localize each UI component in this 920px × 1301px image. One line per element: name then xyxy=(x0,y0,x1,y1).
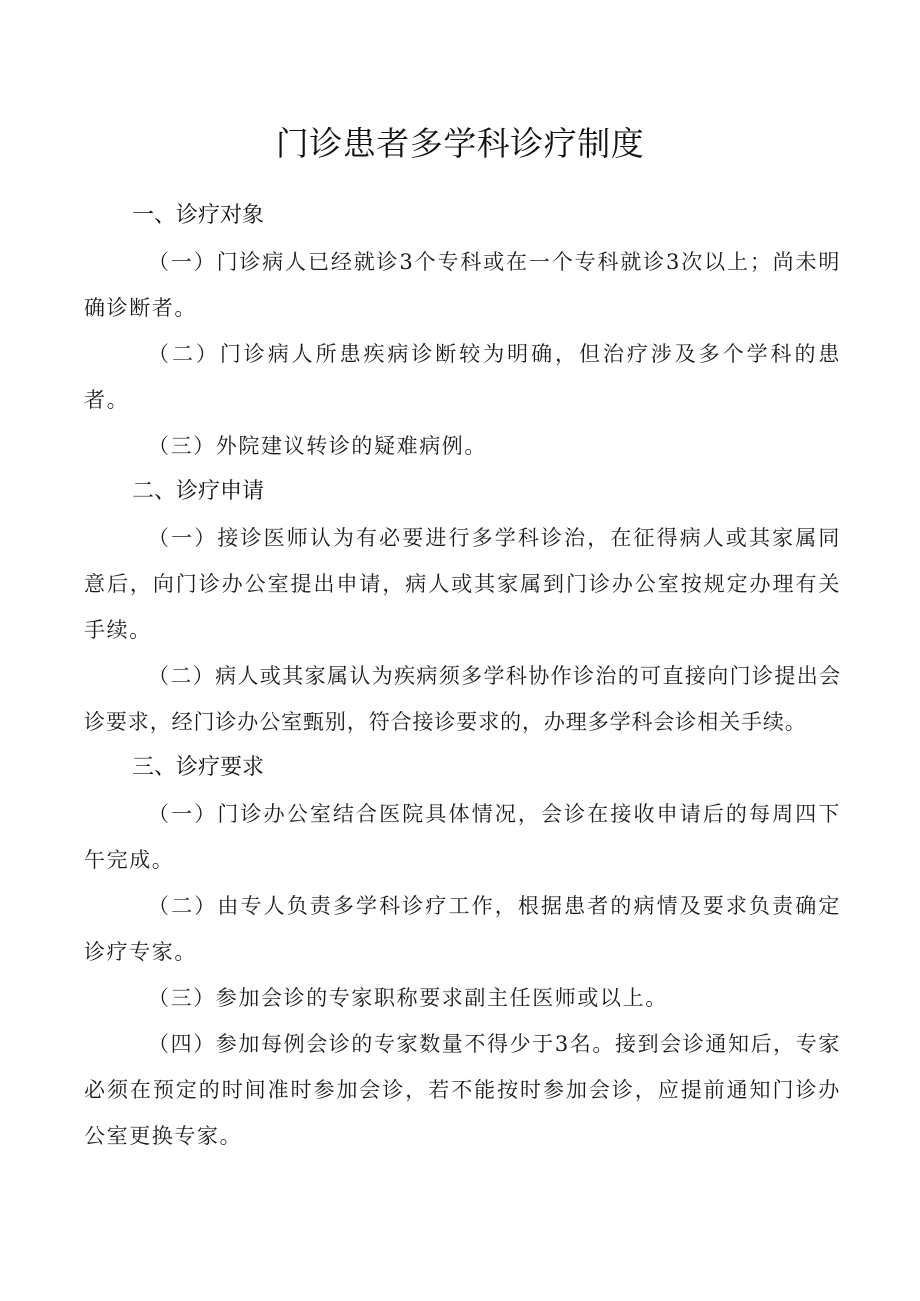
paragraph: （二）门诊病人所患疾病诊断较为明确，但治疗涉及多个学科的患者。 xyxy=(84,342,841,412)
section-heading: 三、诊疗要求 xyxy=(132,755,265,780)
document-body xyxy=(84,193,841,1159)
paragraph: （三）参加会诊的专家职称要求副主任医师或以上。 xyxy=(148,986,668,1010)
paragraph: （二）由专人负责多学科诊疗工作，根据患者的病情及要求负责确定诊疗专家。 xyxy=(84,894,841,964)
paragraph: （三）外院建议转诊的疑难病例。 xyxy=(148,434,487,458)
section-heading: 一、诊疗对象 xyxy=(132,203,265,228)
paragraph: （一）门诊办公室结合医院具体情况，会诊在接收申请后的每周四下午完成。 xyxy=(84,802,841,872)
document-title: 门诊患者多学科诊疗制度 xyxy=(275,124,645,163)
paragraph: （四）参加每例会诊的专家数量不得少于3名。接到会诊通知后，专家必须在预定的时间准时参加会诊，若不能按时参加会诊，应提前通知门诊办公室更换专家。 xyxy=(84,1032,841,1148)
paragraph: （二）病人或其家属认为疾病须多学科协作诊治的可直接向门诊提出会诊要求，经门诊办公室甄别，符合接诊要求的，办理多学科会诊相关手续。 xyxy=(84,664,841,734)
section-2 xyxy=(84,469,841,745)
paragraph: （一）门诊病人已经就诊3个专科或在一个专科就诊3次以上；尚未明确诊断者。 xyxy=(84,250,841,320)
paragraph: （一）接诊医师认为有必要进行多学科诊治，在征得病人或其家属同意后，向门诊办公室提出申请，病人或其家属到门诊办公室按规定办理有关手续。 xyxy=(84,526,841,642)
section-1 xyxy=(84,193,841,469)
section-heading: 二、诊疗申请 xyxy=(132,479,265,504)
section-3 xyxy=(84,745,841,1159)
